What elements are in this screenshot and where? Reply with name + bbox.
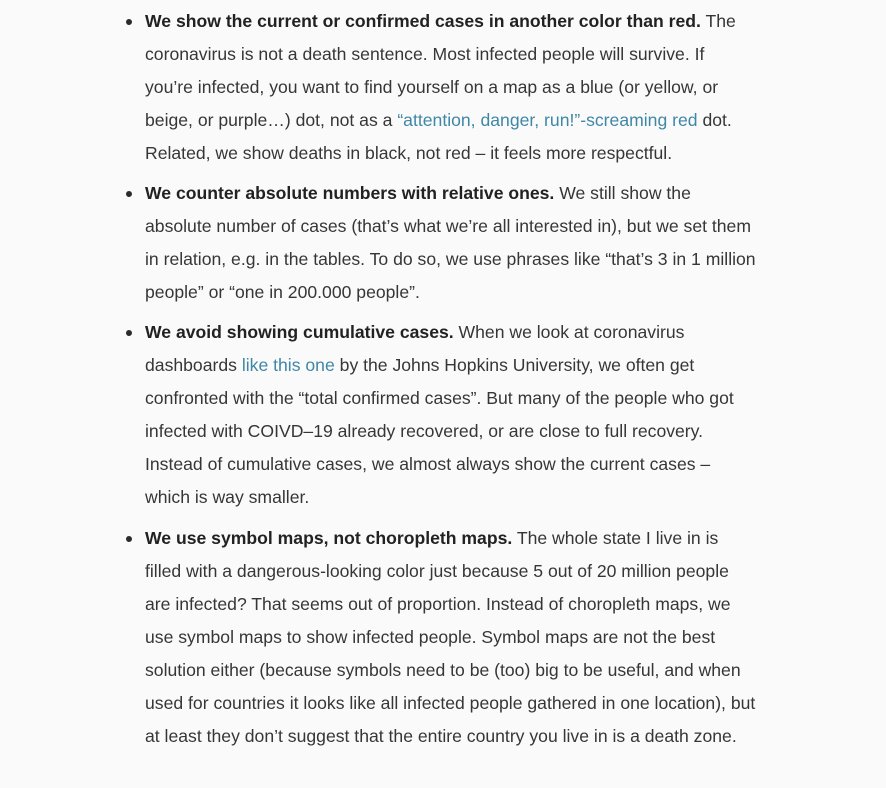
johns-hopkins-dashboard-link[interactable]: like this one <box>241 355 335 375</box>
list-item-heading: We avoid showing cumulative cases. <box>145 322 454 342</box>
list-item-text <box>145 522 757 753</box>
list-item-text <box>145 5 757 170</box>
bullet-icon <box>126 191 132 197</box>
bullet-icon <box>126 330 132 336</box>
list-item-body: We still show the absolute number of cases (that’s what we’re all interested in), but we set them in relation, e.g. in the tables. To do so, we use phrases like “that’s 3 in 1 million people” or “one in 200.000 people”. <box>145 183 756 302</box>
list-item-text <box>145 316 757 514</box>
list-item-text <box>145 177 757 309</box>
attention-danger-link[interactable]: “attention, danger, run!”-screaming red <box>397 110 698 130</box>
list-item-body: The whole state I live in is filled with a dangerous-looking color just because 5 out of 20 million people are infected? That seems out of proportion. Instead of choropleth maps, we use symbol maps to show infected people. Symbol maps are not the best solution either (because symbols need to be (too) big to be useful, and when used for countries it looks like all infected people gathered in one location), but at least they don’t suggest that the entire country you live in is a death zone. <box>145 528 756 746</box>
bullet-icon <box>126 536 132 542</box>
list-item-body-continued: by the Johns Hopkins University, we often get confronted with the “total confirmed cases”. But many of the people who got infected with COIVD–19 already recovered, or are close to full recovery. Instead of cumulative cases, we almost always show the current cases – which is way smaller. <box>145 355 734 507</box>
list-item-body: When we look at coronavirus dashboards <box>145 322 685 375</box>
list-item-heading: We show the current or confirmed cases in another color than red. <box>145 11 701 31</box>
list-item-body-continued: dot. Related, we show deaths in black, not red – it feels more respectful. <box>145 110 732 163</box>
list-item-heading: We counter absolute numbers with relative ones. <box>145 183 555 203</box>
list-item-body: The coronavirus is not a death sentence. Most infected people will survive. If you’re infected, you want to find yourself on a map as a blue (or yellow, or beige, or purple…) dot, not as a <box>145 11 736 130</box>
list-item-heading: We use symbol maps, not choropleth maps. <box>145 528 513 548</box>
bullet-icon <box>126 19 132 25</box>
